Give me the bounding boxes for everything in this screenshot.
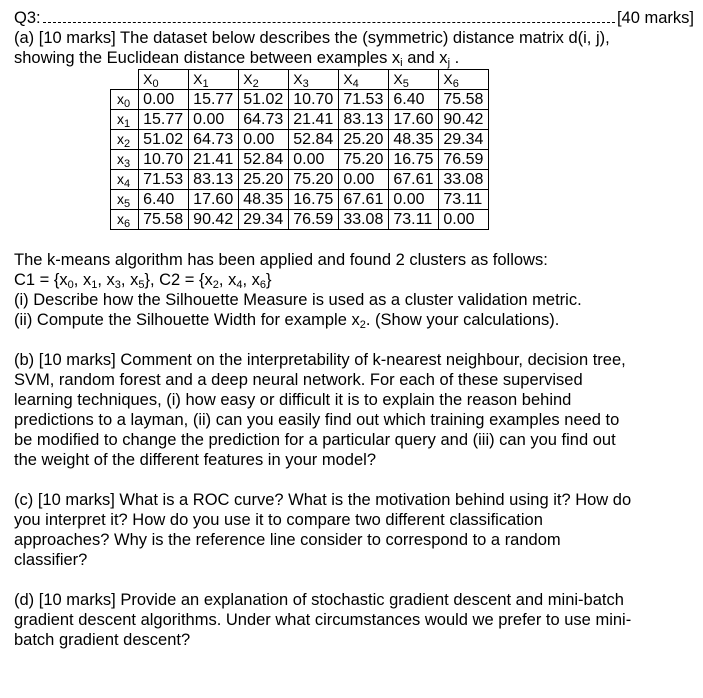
distance-cell: 6.40 [389,89,439,109]
part-b-line: the weight of the different features in your model? [14,450,377,469]
distance-cell: 90.42 [439,109,489,129]
part-d-line: gradient descent algorithms. Under what circumstances would we prefer to use mini- [14,610,632,629]
distance-cell: 52.84 [239,149,289,169]
distance-cell: 73.11 [389,209,439,229]
distance-cell: 33.08 [439,169,489,189]
column-header: $X_6$ [439,70,489,90]
distance-cell: 67.61 [339,189,389,209]
table-body [111,89,489,229]
table-row [111,149,489,169]
table-header-row [111,70,489,90]
cluster-member: $x_2$ [204,270,219,291]
table-row [111,89,489,109]
part-b-line: predictions to a layman, (ii) can you easily find out which training examples need to [14,410,620,429]
distance-cell: 33.08 [339,209,389,229]
question-label: Q3: [14,9,41,27]
part-a-line-1: (a) [10 marks] The dataset below describes the (symmetric) distance matrix d(i, j), [14,29,610,47]
distance-cell: 75.58 [439,89,489,109]
part-c [14,490,694,570]
table-corner-cell [111,70,139,90]
question-marks: [40 marks] [616,9,694,27]
cluster-member: $x_5$ [130,270,145,291]
part-d-line: (d) [10 marks] Provide an explanation of stochastic gradient descent and mini-batch [14,590,624,609]
column-header: $X_0$ [139,70,189,90]
row-header: $x_2$ [111,129,139,149]
distance-cell: 76.59 [439,149,489,169]
table-row [111,189,489,209]
distance-cell: 21.41 [189,149,239,169]
column-header: $X_2$ [239,70,289,90]
column-header: $X_1$ [189,70,239,90]
distance-cell: 83.13 [189,169,239,189]
dashed-separator [43,10,615,23]
question-header [14,8,694,28]
distance-cell: 16.75 [289,189,339,209]
part-a-line-2-mid: and x [402,49,448,67]
part-b-line: learning techniques, (i) how easy or difficult it is to explain the reason behind [14,390,572,409]
distance-cell: 0.00 [339,169,389,189]
column-header: $X_5$ [389,70,439,90]
distance-cell: 48.35 [239,189,289,209]
column-header: $X_3$ [289,70,339,90]
distance-cell: 67.61 [389,169,439,189]
cluster-member: $x_4$ [228,270,243,291]
part-a-line-2 [14,48,694,68]
part-c-line: approaches? Why is the reference line consider to correspond to a random [14,530,561,549]
distance-cell: 48.35 [389,129,439,149]
subscript-j: j [447,57,451,69]
distance-cell: 75.58 [139,209,189,229]
distance-cell: 52.84 [289,129,339,149]
part-b [14,350,694,470]
distance-cell: 73.11 [439,189,489,209]
part-c-line: (c) [10 marks] What is a ROC curve? What is the motivation behind using it? How do [14,490,632,509]
table-row [111,209,489,229]
distance-cell: 51.02 [139,129,189,149]
part-d [14,590,694,650]
part-a-line-2-pre: showing the Euclidean distance between examples x [14,49,401,67]
distance-cell: 16.75 [389,149,439,169]
distance-cell: 17.60 [389,109,439,129]
cluster-member: $x_6$ [251,270,267,291]
distance-cell: 75.20 [289,169,339,189]
table-row [111,169,489,189]
distance-cell: 21.41 [289,109,339,129]
distance-cell: 0.00 [289,149,339,169]
distance-cell: 76.59 [289,209,339,229]
subquestion-ii: (ii) Compute the Silhouette Width for example $x_2$. (Show your calculations). [14,310,560,331]
row-header: $x_0$ [111,89,139,109]
part-a-line-2-post: . [450,49,460,67]
cluster-member: $x_1$ [82,270,98,291]
distance-cell: 90.42 [189,209,239,229]
column-header: $X_4$ [339,70,389,90]
kmeans-block [14,250,694,330]
distance-cell: 0.00 [389,189,439,209]
question-page [14,8,694,650]
distance-cell: 64.73 [239,109,289,129]
distance-cell: 25.20 [339,129,389,149]
kmeans-intro: The k-means algorithm has been applied and found 2 clusters as follows: [14,250,548,269]
part-c-line: classifier? [14,550,88,569]
part-b-line: (b) [10 marks] Comment on the interpretability of k-nearest neighbour, decision tree, [14,350,626,369]
distance-cell: 6.40 [139,189,189,209]
distance-cell: 25.20 [239,169,289,189]
distance-cell: 29.34 [439,129,489,149]
table-row [111,109,489,129]
cluster-member: $x_0$ [59,270,74,291]
subquestion-i: (i) Describe how the Silhouette Measure is used as a cluster validation metric. [14,290,582,309]
part-b-line: be modified to change the prediction for a particular query and (iii) can you find out [14,430,616,449]
distance-cell: 17.60 [189,189,239,209]
part-d-line: batch gradient descent? [14,630,191,649]
part-b-line: SVM, random forest and a deep neural network. For each of these supervised [14,370,583,389]
distance-cell: 15.77 [139,109,189,129]
row-header: $x_5$ [111,189,139,209]
distance-cell: 0.00 [239,129,289,149]
distance-cell: 29.34 [239,209,289,229]
distance-cell: 10.70 [139,149,189,169]
row-header: $x_3$ [111,149,139,169]
row-header: $x_1$ [111,109,139,129]
distance-cell: 64.73 [189,129,239,149]
distance-cell: 0.00 [439,209,489,229]
subscript-i: i [400,57,403,69]
distance-cell: 71.53 [339,89,389,109]
distance-cell: 0.00 [189,109,239,129]
distance-cell: 15.77 [189,89,239,109]
distance-cell: 10.70 [289,89,339,109]
distance-matrix-table [110,69,489,230]
distance-cell: 83.13 [339,109,389,129]
cluster-member: $x_3$ [106,270,121,291]
distance-cell: 51.02 [239,89,289,109]
row-header: $x_4$ [111,169,139,189]
table-row [111,129,489,149]
cluster-definitions: $C1 = \{x_0$, $x_1$, $x_3$, $x_5$}, $C2 = \{x_2$, $x_4$, $x_6$} [14,270,272,291]
distance-cell: 71.53 [139,169,189,189]
part-c-line: you interpret it? How do you use it to compare two different classification [14,510,543,529]
distance-cell: 0.00 [139,89,189,109]
distance-cell: 75.20 [339,149,389,169]
row-header: $x_6$ [111,209,139,229]
